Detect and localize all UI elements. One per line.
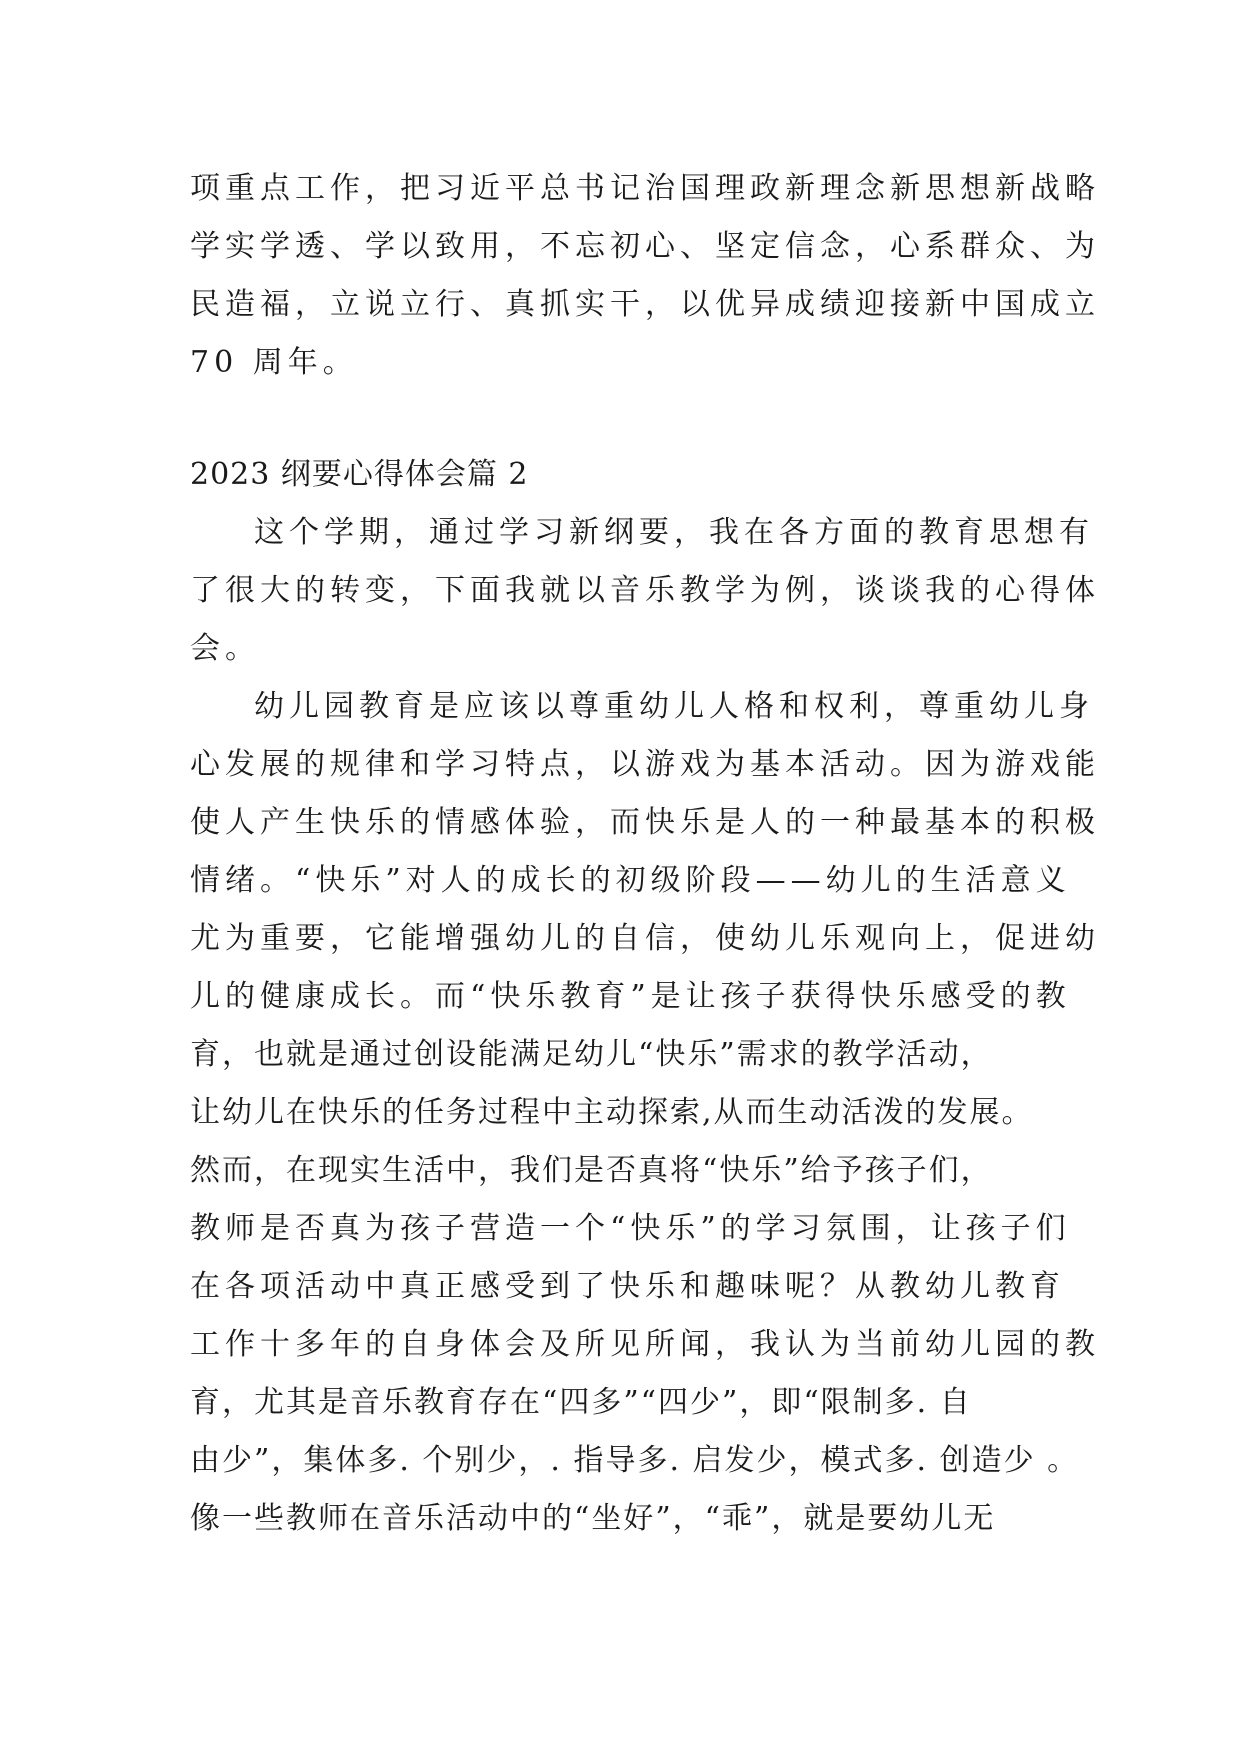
text-line: 工作十多年的自身体会及所见所闻，我认为当前幼儿园的教 [190, 1327, 1100, 1362]
text-line: 心发展的规律和学习特点，以游戏为基本活动。因为游戏能 [190, 747, 1100, 782]
text-line: 这个学期，通过学习新纲要，我在各方面的教育思想有 [254, 515, 1094, 550]
text-line: 由少”，集体多. 个别少，. 指导多. 启发少，模式多. 创造少 。 [190, 1443, 1080, 1478]
text-line: 然而，在现实生活中，我们是否真将“快乐”给予孩子们， [190, 1153, 993, 1188]
text-line: 尤为重要，它能增强幼儿的自信，使幼儿乐观向上，促进幼 [190, 921, 1100, 956]
section-heading: 2023 纲要心得体会篇 2 [190, 457, 529, 492]
text-line: 70 周年。 [190, 345, 358, 380]
text-line: 让幼儿在快乐的任务过程中主动探索,从而生动活泼的发展。 [190, 1095, 1034, 1130]
text-line: 幼儿园教育是应该以尊重幼儿人格和权利，尊重幼儿身 [254, 689, 1094, 724]
text-line: 教师是否真为孩子营造一个“快乐”的学习氛围，让孩子们 [190, 1211, 1071, 1246]
text-line: 项重点工作，把习近平总书记治国理政新理念新思想新战略 [190, 171, 1100, 206]
main-paragraph [190, 678, 1100, 1548]
text-line: 学实学透、学以致用，不忘初心、坚定信念，心系群众、为 [190, 229, 1100, 264]
text-line: 育，尤其是音乐教育存在“四多”“四少”，即“限制多. 自 [190, 1385, 972, 1420]
text-line: 在各项活动中真正感受到了快乐和趣味呢？从教幼儿教育 [190, 1269, 1065, 1304]
text-line: 了很大的转变，下面我就以音乐教学为例，谈谈我的心得体 [190, 573, 1100, 608]
section-spacer [190, 392, 1070, 446]
intro-paragraph [190, 504, 1100, 678]
text-line: 像一些教师在音乐活动中的“坐好”，“乖”，就是要幼儿无 [190, 1501, 996, 1536]
text-line: 使人产生快乐的情感体验，而快乐是人的一种最基本的积极 [190, 805, 1100, 840]
text-line: 儿的健康成长。而“快乐教育”是让孩子获得快乐感受的教 [190, 979, 1071, 1014]
document-body [190, 160, 1100, 1548]
text-line: 会。 [190, 631, 260, 666]
continued-paragraph [190, 160, 1100, 392]
text-line: 育，也就是通过创设能满足幼儿“快乐”需求的教学活动， [190, 1037, 993, 1072]
text-line: 民造福，立说立行、真抓实干，以优异成绩迎接新中国成立 [190, 287, 1100, 322]
text-line: 情绪。“快乐”对人的成长的初级阶段——幼儿的生活意义 [190, 863, 1071, 898]
